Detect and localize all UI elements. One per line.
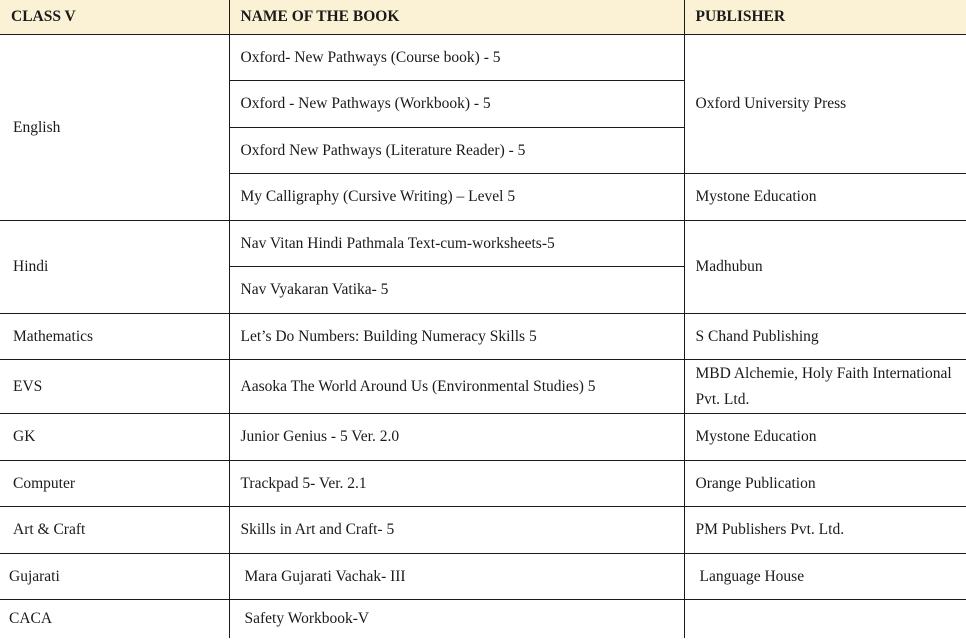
subject-cell: English (0, 35, 229, 221)
header-book-name: NAME OF THE BOOK (229, 0, 684, 35)
header-class: CLASS V (0, 0, 229, 35)
book-cell: My Calligraphy (Cursive Writing) – Level 5 (229, 174, 684, 221)
publisher-cell: S Chand Publishing (684, 314, 966, 360)
header-publisher: PUBLISHER (684, 0, 966, 35)
table-row (0, 314, 966, 360)
publisher-cell: Orange Publication (684, 461, 966, 507)
subject-cell: Art & Craft (0, 507, 229, 554)
header-row (0, 0, 966, 35)
book-cell: Oxford - New Pathways (Workbook) - 5 (229, 81, 684, 128)
publisher-cell: MBD Alchemie, Holy Faith International Pvt. Ltd. (684, 360, 966, 414)
book-cell: Safety Workbook-V (229, 600, 684, 639)
publisher-cell (684, 600, 966, 639)
publisher-cell: PM Publishers Pvt. Ltd. (684, 507, 966, 554)
table-row (0, 507, 966, 554)
book-cell: Nav Vitan Hindi Pathmala Text-cum-worksheets-5 (229, 221, 684, 267)
subject-cell: Mathematics (0, 314, 229, 360)
subject-cell: GK (0, 414, 229, 461)
publisher-cell: Madhubun (684, 221, 966, 314)
subject-cell: CACA (0, 600, 229, 639)
publisher-cell: Mystone Education (684, 174, 966, 221)
publisher-cell: Language House (684, 554, 966, 600)
subject-cell: EVS (0, 360, 229, 414)
book-cell: Oxford New Pathways (Literature Reader) - 5 (229, 128, 684, 174)
publisher-cell: Oxford University Press (684, 35, 966, 174)
publisher-cell: Mystone Education (684, 414, 966, 461)
book-cell: Aasoka The World Around Us (Environmental Studies) 5 (229, 360, 684, 414)
book-cell: Skills in Art and Craft- 5 (229, 507, 684, 554)
book-cell: Oxford- New Pathways (Course book) - 5 (229, 35, 684, 81)
subject-cell: Computer (0, 461, 229, 507)
book-cell: Junior Genius - 5 Ver. 2.0 (229, 414, 684, 461)
table-row (0, 461, 966, 507)
subject-cell: Hindi (0, 221, 229, 314)
table-row (0, 35, 966, 81)
table-row (0, 221, 966, 267)
table-row (0, 600, 966, 639)
book-cell: Let’s Do Numbers: Building Numeracy Skills 5 (229, 314, 684, 360)
book-cell: Mara Gujarati Vachak- III (229, 554, 684, 600)
table-row (0, 554, 966, 600)
table-row (0, 414, 966, 461)
book-cell: Trackpad 5- Ver. 2.1 (229, 461, 684, 507)
book-cell: Nav Vyakaran Vatika- 5 (229, 267, 684, 314)
subject-cell: Gujarati (0, 554, 229, 600)
table-row (0, 360, 966, 414)
